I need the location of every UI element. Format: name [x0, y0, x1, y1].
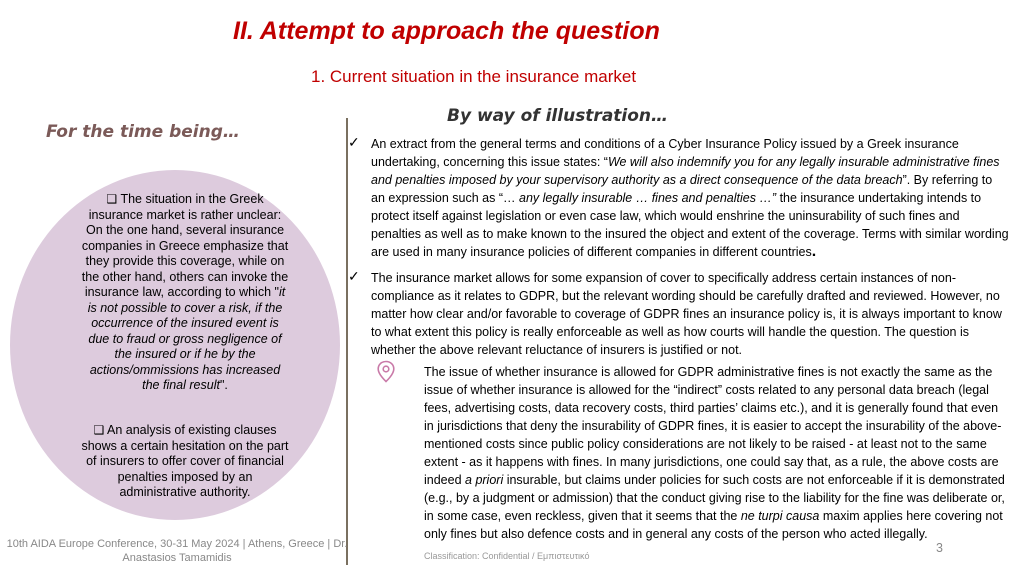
slide-title: II. Attempt to approach the question	[233, 17, 660, 45]
circle-item-2-text: An analysis of existing clauses shows a certain hesitation on the part of insurers to offer cover of financial penalties imposed by an administrative authority.	[81, 423, 289, 499]
paragraph-3-italic: a priori	[465, 473, 504, 487]
footer-text: 10th AIDA Europe Conference, 30-31 May 2024 | Athens, Greece | Dr. Anastasios Tamamidis	[6, 538, 348, 564]
checkmark-icon: ✓	[348, 134, 360, 150]
illustration-heading: By way of illustration…	[447, 106, 669, 126]
paragraph-2: The insurance market allows for some expansion of cover to specifically address certain instances of non-compliance as it relates to GDPR, but the relevant wording should be carefully drafted and reviewed. However, no matter how clear and/or favorable to coverage of GDPR fines an insurance policy is, it is always important to know to what extent this policy is really enforceable as well as how courts will handle the question. The question is whether the above relevant reluctance of insurers is justified or not.	[371, 271, 1002, 357]
checkbox-bullet-icon: ❑	[93, 423, 105, 437]
page-number: 3	[936, 541, 943, 555]
circle-item-1-text: The situation in the Greek insurance market is rather unclear: On the one hand, several insurance companies in Greece emphasize that they provide this coverage, while on the other hand, others can invoke the insurance law, according to which "	[81, 192, 289, 299]
vertical-divider	[346, 118, 348, 565]
paragraph-3-text: maxim applies here covering not only fines but also defence costs and in general any costs of the person who acted illegally.	[424, 509, 1003, 541]
paragraph-1-end: .	[811, 243, 817, 260]
paragraph-1	[371, 135, 1009, 261]
paragraph-3-text: insurable, but claims under policies for such costs are not enforceable if it is demonstrated (e.g., by a judgment or admission) that the conduct giving rise to the liability for the fine was deliberate or, in some case, even reckless, given that it seems that the	[424, 473, 1005, 523]
paragraph-1-text: ”. By referring to an expression such as “…	[371, 173, 993, 205]
location-pin-icon	[376, 360, 396, 389]
slide-subtitle: 1. Current situation in the insurance market	[311, 67, 637, 86]
paragraph-1-text: the insurance undertaking intends to protect itself against legislation or even case law, which would enshrine the uninsurability of such fines and penalties as well as to make known to the insured the object and extent of the coverage. Terms with similar wording are used in many insurance policies of different companies in different countries	[371, 191, 1009, 259]
checkbox-bullet-icon: ❑	[106, 192, 118, 206]
circle-item-1-end: ".	[219, 378, 228, 392]
circle-item-2	[80, 423, 290, 501]
paragraph-3	[424, 363, 1009, 543]
checkmark-icon: ✓	[348, 268, 360, 284]
circle-item-1-quote: it is not possible to cover a risk, if the occurrence of the insured event is due to fraud or gross negligence of the insured or if he by the actions/ommissions has increased the final result	[87, 285, 286, 392]
paragraph-3-text: The issue of whether insurance is allowed for GDPR administrative fines is not exactly the same as the issue of whether insurance is allowed for the “indirect” costs related to any personal data breach (legal fees, advertising costs, data recovery costs, third parties’ claims etc.), and it is generally found that even in jurisdictions that deny the insurability of GDPR fines, it is easier to accept the insurability of the above-mentioned costs since public policy considerations are not likely to be raised - at least not to the same extent - as it happens with fines. In many jurisdictions, one could say that, as a rule, the above costs are indeed	[424, 365, 1002, 487]
paragraph-3-italic: ne turpi causa	[740, 509, 820, 523]
circle-item-1	[80, 192, 290, 394]
paragraph-1-quote: We will also indemnify you for any legally insurable administrative fines and penalties imposed by your supervisory authority as a direct consequence of the data breach	[371, 155, 1000, 187]
left-heading: For the time being…	[46, 122, 240, 142]
classification-label: Classification: Confidential / Εμπιστευτικό	[424, 551, 590, 561]
paragraph-1-text: An extract from the general terms and conditions of a Cyber Insurance Policy issued by a Greek insurance undertaking, concerning this issue states: “	[371, 137, 959, 169]
paragraph-1-quote: any legally insurable … fines and penalties …”	[519, 191, 777, 205]
